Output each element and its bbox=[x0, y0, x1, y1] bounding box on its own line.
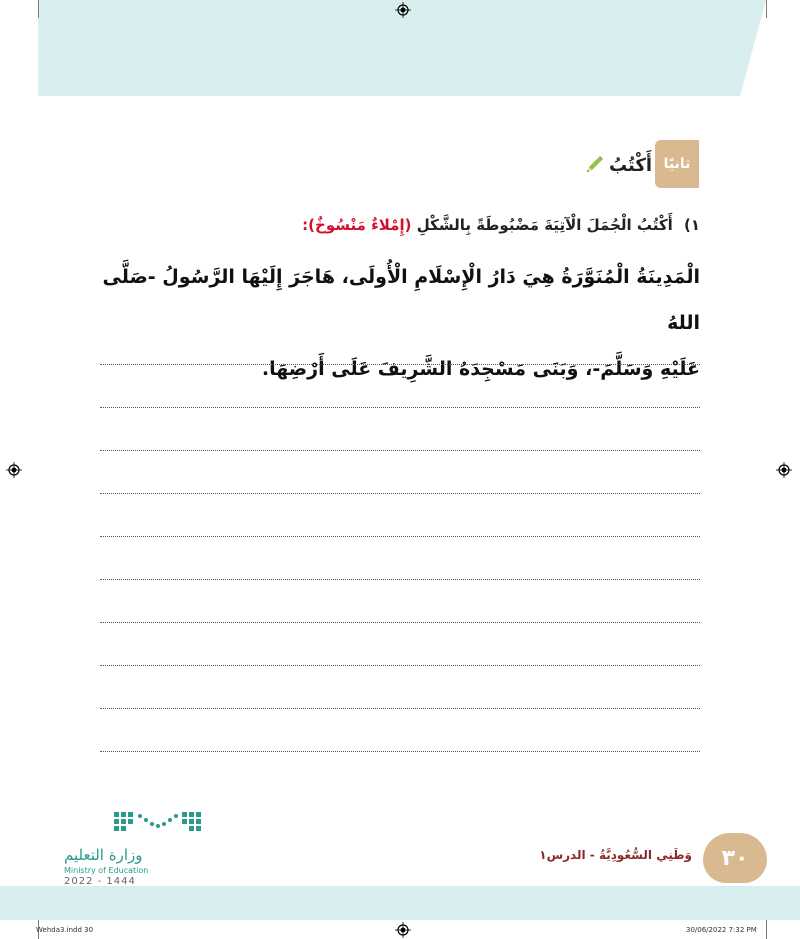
ministry-logo-icon bbox=[114, 810, 204, 834]
section-label: ثانيًا bbox=[663, 156, 691, 172]
exercise-instruction bbox=[140, 216, 700, 234]
writing-line[interactable] bbox=[100, 579, 700, 580]
writing-line[interactable] bbox=[100, 364, 700, 365]
passage-line-2: عَلَيْهِ وَسَلَّمَ-، وَبَنَى مَسْجِدَهُ الشَّرِيفَ عَلَى أَرْضِهَا. bbox=[261, 358, 700, 380]
passage-line-1: الْمَدِينَةُ الْمُنَوَّرَةُ هِيَ دَارُ الْإِسْلَامِ الْأُولَى، هَاجَرَ إِلَيْهَا الرَّسُولُ -صَلَّى اللهُ bbox=[102, 266, 700, 334]
writing-line[interactable] bbox=[100, 407, 700, 408]
writing-line[interactable] bbox=[100, 708, 700, 709]
writing-line[interactable] bbox=[100, 622, 700, 623]
trim-mark-bottom-right bbox=[766, 920, 767, 939]
trim-mark-top-left bbox=[38, 0, 39, 18]
page-number: ٣٠ bbox=[721, 845, 749, 871]
registration-mark-left-icon bbox=[6, 462, 22, 478]
writing-line[interactable] bbox=[100, 751, 700, 752]
registration-mark-bottom-icon bbox=[395, 922, 411, 938]
slug-date: 30/06/2022 7:32 PM bbox=[686, 926, 757, 934]
ministry-name-ar: وزارة التعليم bbox=[64, 846, 143, 864]
registration-mark-top-icon bbox=[395, 2, 411, 18]
section-label-tab bbox=[655, 140, 699, 188]
ministry-name-en: Ministry of Education bbox=[64, 866, 149, 875]
book-title: وَطَنِي السُّعُودِيَّةُ - الدرس١ bbox=[539, 848, 692, 862]
pencil-icon bbox=[583, 154, 605, 176]
slug-file: Wehda3.indd 30 bbox=[36, 926, 94, 934]
page-number-badge bbox=[703, 833, 767, 883]
dictation-passage bbox=[90, 254, 700, 392]
ministry-year: 2022 - 1444 bbox=[64, 876, 136, 887]
section-title bbox=[572, 150, 652, 180]
instruction-note: (إِمْلاءٌ مَنْسُوخٌ): bbox=[302, 216, 412, 234]
writing-line[interactable] bbox=[100, 536, 700, 537]
instruction-text: أَكْتُبُ الْجُمَلَ الْآتِيَةَ مَضْبُوطَةً بِالشَّكْلِ bbox=[416, 216, 673, 234]
section-title-text: أَكْتُبُ bbox=[608, 154, 652, 176]
writing-line[interactable] bbox=[100, 665, 700, 666]
writing-line[interactable] bbox=[100, 493, 700, 494]
trim-mark-top-right bbox=[766, 0, 767, 18]
exercise-number: ١) bbox=[683, 216, 700, 234]
bottom-band bbox=[0, 886, 800, 920]
ministry-logo bbox=[64, 810, 204, 887]
writing-line[interactable] bbox=[100, 450, 700, 451]
registration-mark-right-icon bbox=[776, 462, 792, 478]
